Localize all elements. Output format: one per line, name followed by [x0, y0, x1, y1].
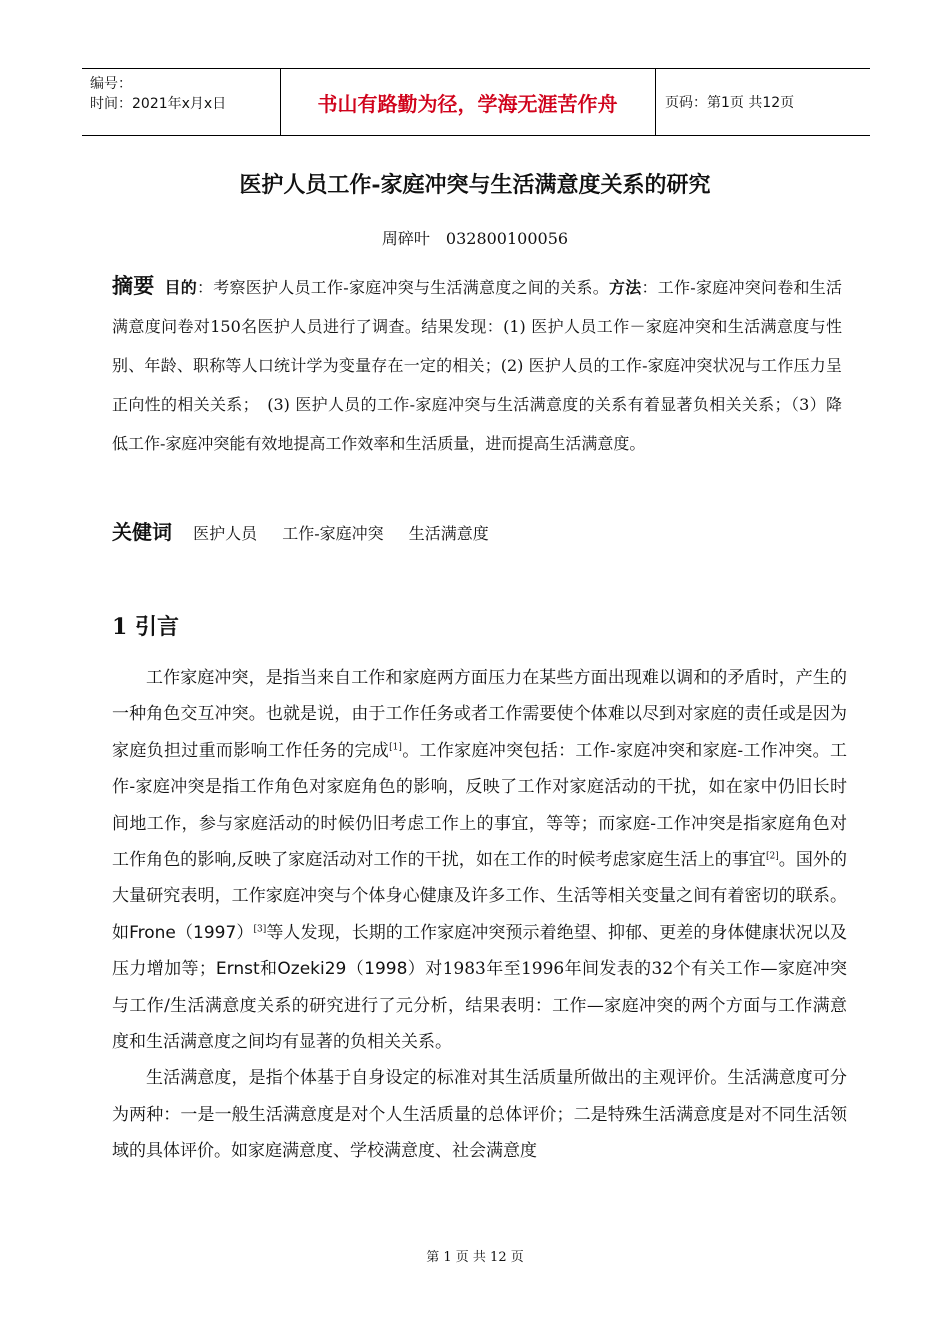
keyword-item: 工作-家庭冲突: [282, 524, 384, 543]
paper-title: 医护人员工作-家庭冲突与生活满意度关系的研究: [239, 172, 711, 198]
p1-text-1: 工作家庭冲突，是指当来自工作和家庭两方面压力在某些方面出现难以调和的矛盾时，产生的一种角色交互冲突。也就是说，由于工作任务或者工作需要使个体难以尽到对家庭的责任或是因为家庭负担过重而影响工作任务的完成: [112, 668, 847, 761]
p1-text-5: 对1983年至1996年间发表的32个有关工作—家庭冲突与工作/生活满意度关系的研究进行了元分析，结果表明：工作—家庭冲突的两个方面与工作满意度和生活满意度之间均有显著的负相关关系。: [112, 959, 847, 1053]
section-body: [112, 660, 847, 1170]
purpose-text: ：考察医护人员工作-家庭冲突与生活满意度之间的关系。: [197, 278, 610, 297]
p1-frone-cite: Frone（1997）: [129, 922, 254, 943]
header-page-cell: [655, 69, 870, 135]
method-text: ：工作-家庭冲突问卷和生活满意度问卷对150名医护人员进行了调查。结果发现：(1) 医护人员工作－家庭冲突和生活满意度与性别、年龄、职称等人口统计学为变量存在一定的相关；(2) 医护人员的工作-家庭冲突状况与工作压力呈正向性的相关关系； (3) 医护人员的工作-家庭冲突与生活满意度的关系有着显著负相关关系；（3）降低工作-家庭冲突能有效地提高工作效率和生活质量，进而提高生活满意度。: [112, 278, 842, 453]
page-info: 页码：第1页 共12页: [665, 95, 795, 111]
citation-ref: [3]: [253, 924, 267, 935]
motto-text: 书山有路勤为径，学海无涯苦作舟: [317, 91, 618, 116]
keyword-item: 医护人员: [193, 524, 258, 543]
section-heading: 1 引言: [112, 614, 179, 640]
paragraph-1: [112, 660, 847, 1060]
p1-text-3: 。国外的大量研究表明，工作家庭冲突与个体身心健康及许多工作、生活等相关变量之间有着密切的联系。如: [112, 850, 847, 943]
header-meta-cell: [82, 69, 281, 135]
header-table: [82, 68, 870, 136]
citation-ref: [1]: [389, 742, 402, 753]
keywords-label: 关健词: [112, 520, 172, 544]
method-label: 方法: [609, 278, 642, 297]
date-label: 时间：2021年x月x日: [90, 96, 227, 112]
header-motto-cell: [280, 69, 656, 135]
p1-text-2: 。工作家庭冲突包括：工作-家庭冲突和家庭-工作冲突。工作-家庭冲突是指工作角色对家庭角色的影响，反映了工作对家庭活动的干扰，如在家中仍旧长时间地工作，参与家庭活动的时候仍旧考虑工作上的事宜，等等；而家庭-工作冲突是指家庭角色对工作角色的影响,反映了家庭活动对工作的干扰，如在工作的时候考虑家庭生活上的事宜: [112, 740, 847, 871]
p1-text-4: 等人发现，长期的工作家庭冲突预示着绝望、抑郁、更差的身体健康状况以及压力增加等；: [112, 922, 848, 980]
keywords: [112, 516, 509, 545]
abstract-label: 摘要: [112, 273, 155, 298]
author-line: 周碎叶 032800100056: [381, 229, 569, 248]
page-footer: 第 1 页 共 12 页: [426, 1250, 524, 1265]
p1-ernst-cite: Ernst和Ozeki29（1998）: [215, 959, 426, 980]
number-label: 编号：: [90, 76, 132, 92]
paragraph-2: 生活满意度，是指个体基于自身设定的标准对其生活质量所做出的主观评价。生活满意度可分为两种：一是一般生活满意度是对个人生活质量的总体评价；二是特殊生活满意度是对不同生活领域的具体评价。如家庭满意度、学校满意度、社会满意度: [112, 1068, 847, 1162]
keyword-item: 生活满意度: [408, 524, 489, 543]
abstract: [112, 266, 842, 463]
citation-ref: [2]: [765, 851, 779, 862]
purpose-label: 目的: [164, 278, 198, 297]
